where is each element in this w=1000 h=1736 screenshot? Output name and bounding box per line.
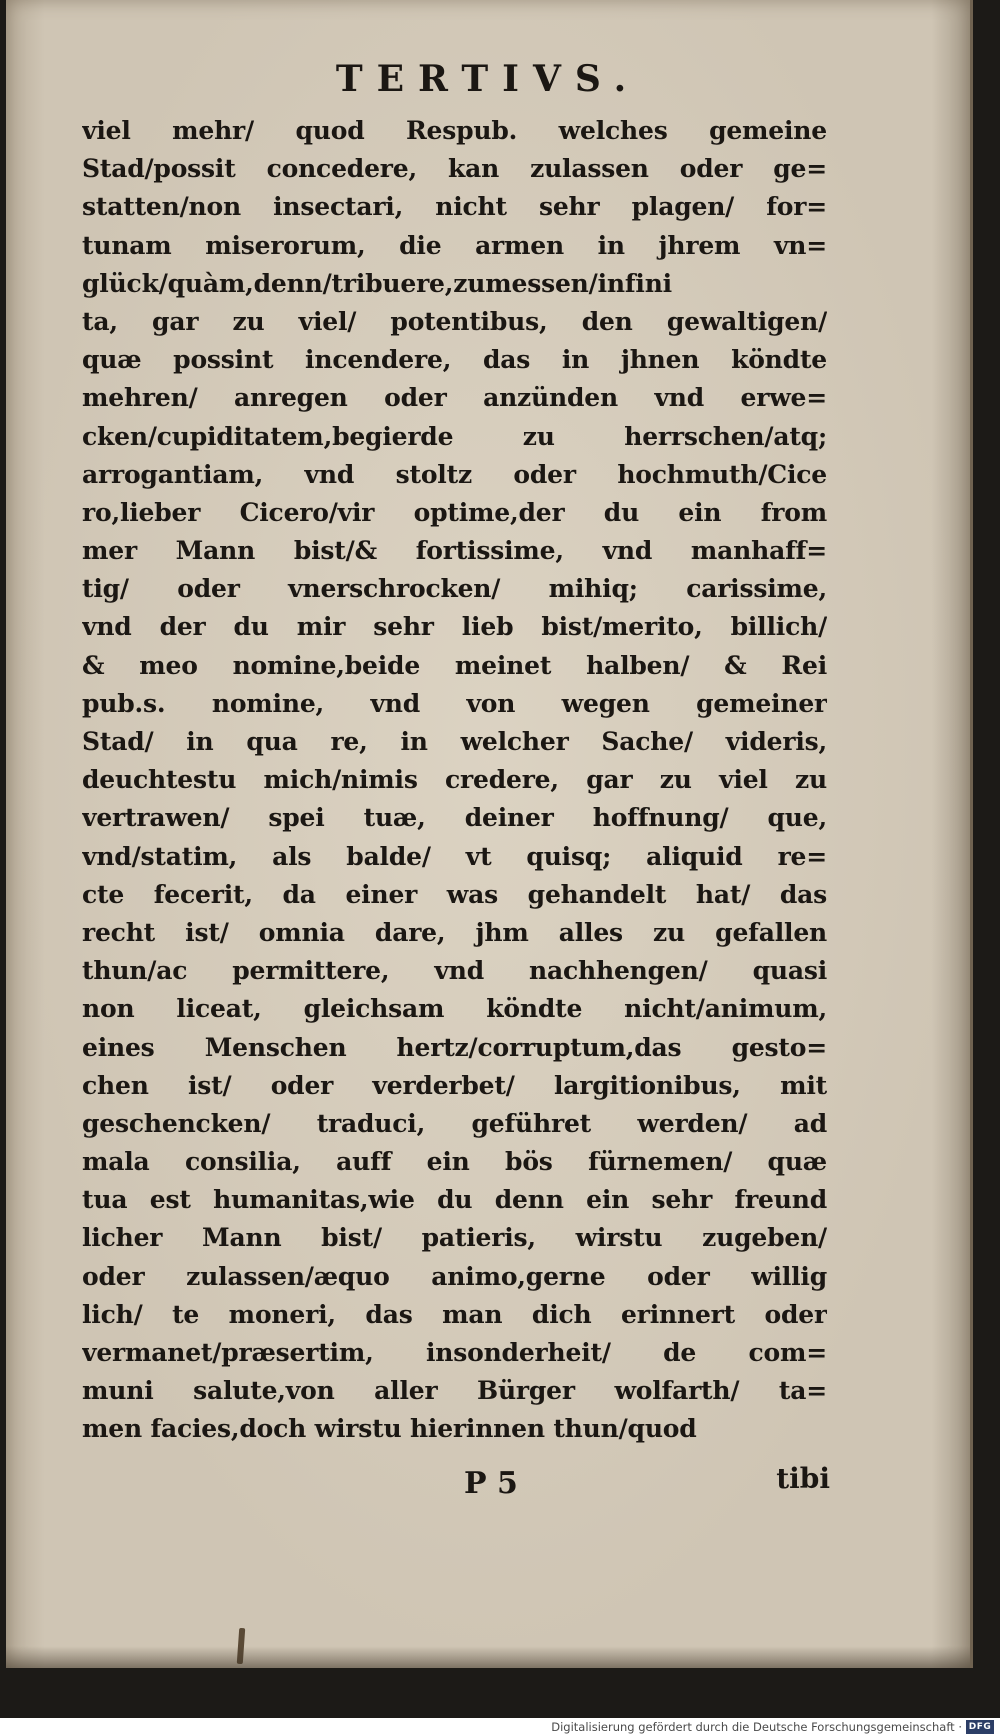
text-line: muni salute,von aller Bürger wolfarth/ ta= [82, 1376, 827, 1406]
text-line: non liceat, gleichsam köndte nicht/animum, [82, 994, 827, 1024]
running-head: TERTIVS. [335, 58, 641, 100]
text-line: cte fecerit, da einer was gehandelt hat/ das [82, 879, 827, 909]
text-line: vnd der du mir sehr lieb bist/merito, billich/ [82, 612, 827, 642]
text-line: Stad/possit concedere, kan zulassen oder ge= [82, 154, 827, 184]
text-line: mehren/ anregen oder anzünden vnd erwe= [82, 383, 827, 413]
text-line: eines Menschen hertz/corruptum,das gesto= [82, 1032, 827, 1062]
text-line: mer Mann bist/& fortissime, vnd manhaff= [82, 536, 827, 566]
text-line: glück/quàm,denn/tribuere,zumessen/infini [82, 268, 672, 298]
text-line: tig/ oder vnerschrocken/ mihiq; carissime, [82, 574, 827, 604]
text-line: recht ist/ omnia dare, jhm alles zu gefallen [82, 917, 827, 947]
dfg-logo: DFG [966, 1720, 994, 1734]
text-line: & meo nomine,beide meinet halben/ & Rei [82, 650, 827, 680]
catchword: tibi [776, 1462, 830, 1495]
text-line: tunam miserorum, die armen in jhrem vn= [82, 230, 827, 260]
text-line: men facies,doch wirstu hierinnen thun/quod [82, 1414, 697, 1444]
text-line: viel mehr/ quod Respub. welches gemeine [82, 116, 827, 145]
text-line: vnd/statim, als balde/ vt quisq; aliquid re= [82, 841, 827, 871]
text-line: deuchtestu mich/nimis credere, gar zu viel zu [82, 765, 827, 795]
text-line: ro,lieber Cicero/vir optime,der du ein from [82, 497, 827, 527]
text-line: oder zulassen/æquo animo,gerne oder willig [82, 1261, 827, 1291]
text-line: mala consilia, auff ein bös fürnemen/ quæ [82, 1147, 827, 1177]
text-line: vertrawen/ spei tuæ, deiner hoffnung/ que, [82, 803, 827, 833]
text-line: statten/non insectari, nicht sehr plagen/ for= [82, 192, 827, 222]
text-line: lich/ te moneri, das man dich erinnert oder [82, 1299, 827, 1329]
text-line: ta, gar zu viel/ potentibus, den gewaltigen/ [82, 306, 827, 336]
text-line: chen ist/ oder verderbet/ largitionibus, mit [82, 1070, 827, 1100]
body-text [82, 112, 827, 1449]
text-line: cken/cupiditatem,begierde zu herrschen/atq; [82, 421, 827, 451]
book-page [6, 0, 973, 1668]
text-line: tua est humanitas,wie du denn ein sehr freund [82, 1185, 827, 1215]
digitization-credit: Digitalisierung gefördert durch die Deutsche Forschungsgemeinschaft · [551, 1720, 962, 1734]
signature-mark: P 5 [464, 1466, 518, 1501]
page-edge-shadow [6, 1646, 970, 1668]
text-line: Stad/ in qua re, in welcher Sache/ videris, [82, 727, 827, 756]
text-line: licher Mann bist/ patieris, wirstu zugeben/ [82, 1223, 827, 1253]
text-line: vermanet/præsertim, insonderheit/ de com= [82, 1338, 827, 1367]
text-line: geschencken/ traduci, geführet werden/ ad [82, 1108, 827, 1138]
text-line: arrogantiam, vnd stoltz oder hochmuth/Cice [82, 459, 827, 489]
text-line: pub.s. nomine, vnd von wegen gemeiner [82, 688, 827, 718]
text-line: quæ possint incendere, das in jhnen köndte [82, 345, 827, 375]
text-line: thun/ac permittere, vnd nachhengen/ quasi [82, 956, 827, 986]
